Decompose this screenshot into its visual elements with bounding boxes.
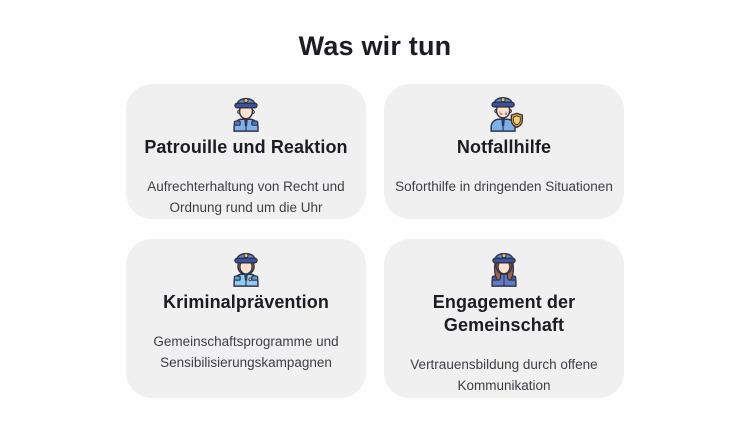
- card-description: Vertrauensbildung durch offene Kommunikation: [410, 357, 598, 393]
- feature-card-grid: [126, 84, 624, 398]
- what-we-do-section: [0, 30, 750, 432]
- card-title: Engagement der Gemeinschaft: [432, 292, 576, 335]
- section-title: Was wir tun: [298, 31, 452, 61]
- card-description: Soforthilfe in dringenden Situationen: [395, 179, 613, 194]
- feature-card-prevention: [126, 239, 366, 398]
- card-title: Patrouille und Reaktion: [144, 137, 348, 157]
- card-title: Kriminalprävention: [163, 292, 329, 312]
- card-description: Aufrechterhaltung von Recht und Ordnung rund um die Uhr: [147, 179, 345, 215]
- police-officer-badge-icon: [223, 244, 269, 288]
- feature-card-emergency: [384, 84, 624, 219]
- police-officer-shield-icon: [481, 89, 527, 133]
- feature-card-patrol: [126, 84, 366, 219]
- card-title: Notfallhilfe: [456, 137, 552, 157]
- feature-card-community: [384, 239, 624, 398]
- card-description: Gemeinschaftsprogramme und Sensibilisierungskampagnen: [153, 334, 339, 370]
- police-officer-icon: [223, 89, 269, 133]
- police-woman-icon: [481, 244, 527, 288]
